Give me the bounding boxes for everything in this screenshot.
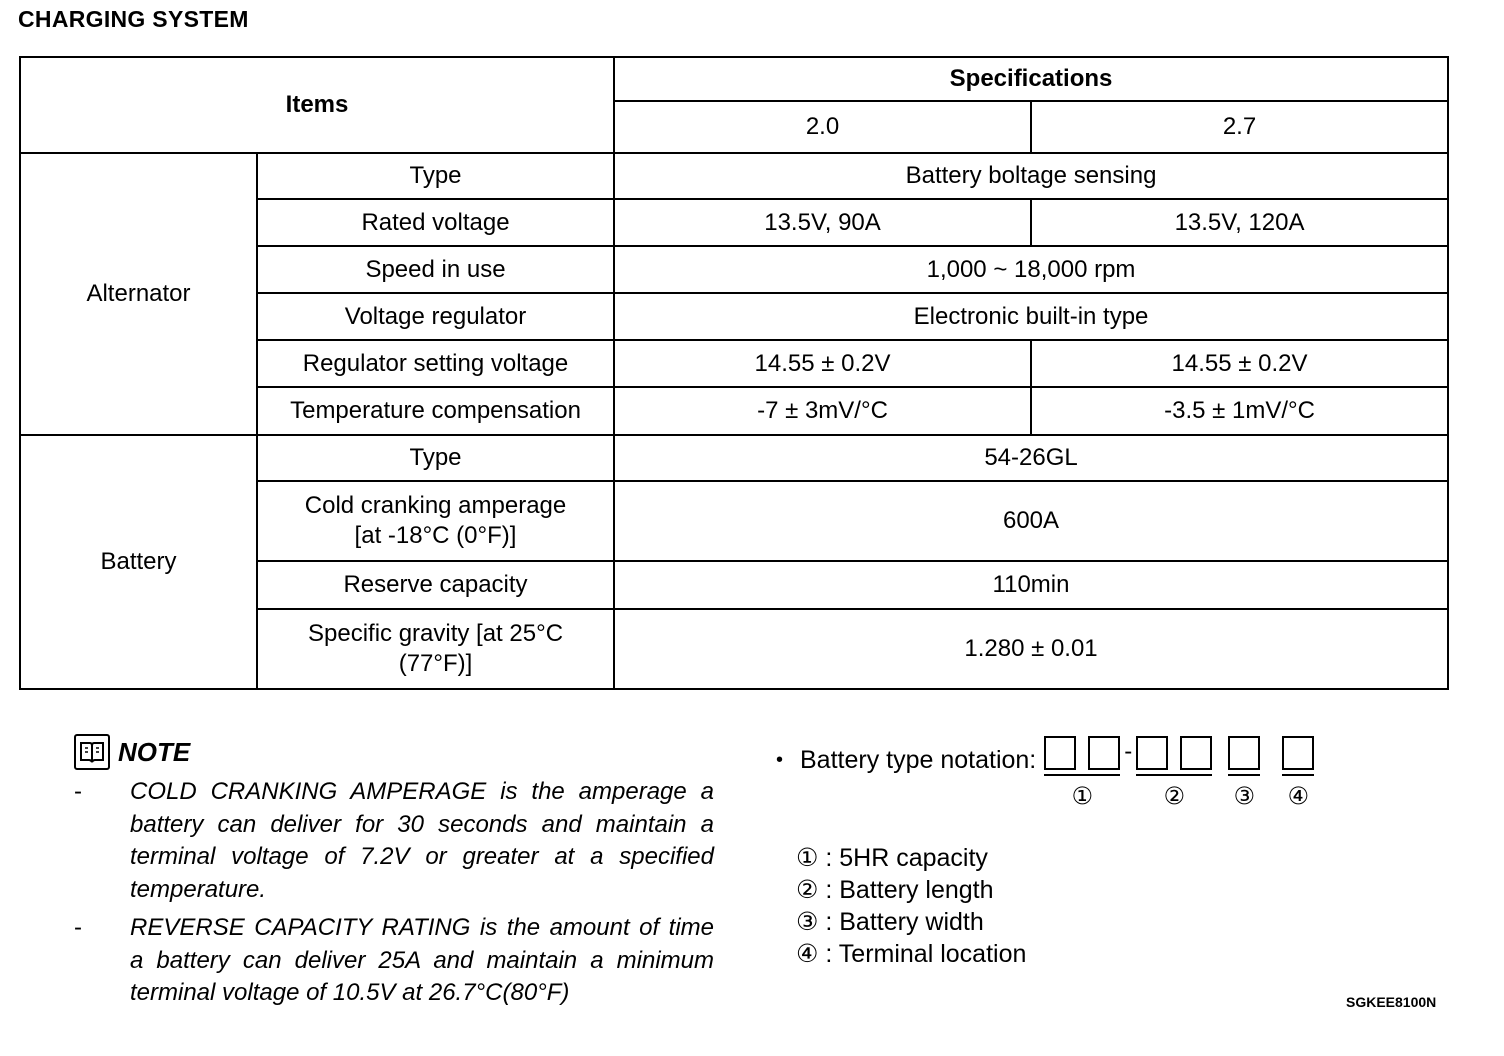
notation-box: [1228, 736, 1260, 770]
group-number: ③: [1233, 783, 1256, 810]
charging-system-table: [19, 56, 1449, 690]
alt-speed-value: 1,000 ~ 18,000 rpm: [614, 246, 1448, 293]
notation-box: [1044, 736, 1076, 770]
bat-cca-item-line1: Cold cranking amperage: [304, 492, 567, 519]
specifications-header: Specifications: [614, 57, 1448, 101]
alt-temp-comp-2-0: -7 ± 3mV/°C: [614, 387, 1031, 435]
group-underline: [1282, 774, 1314, 776]
bat-type-item: Type: [257, 435, 614, 481]
notation-legend: [796, 842, 1026, 970]
book-icon: [74, 734, 110, 770]
note-item-reserve: [74, 912, 714, 1010]
col-header-2-0: 2.0: [614, 101, 1031, 153]
alt-setting-voltage-2-7: 14.55 ± 0.2V: [1031, 340, 1448, 387]
note-text: REVERSE CAPACITY RATING is the amount of time a battery can deliver 25A and maintain a minimum terminal voltage of 10.5V at 26.7°C(80°F): [130, 914, 714, 1006]
bat-cca-item: [257, 481, 614, 561]
note-section: [74, 734, 714, 1010]
alternator-label: Alternator: [20, 153, 257, 435]
note-title: NOTE: [118, 736, 191, 767]
notation-box: [1088, 736, 1120, 770]
notation-label: Battery type notation:: [800, 746, 1037, 774]
notation-group-4: [1282, 734, 1314, 811]
notation-box: [1180, 736, 1212, 770]
group-underline: [1228, 774, 1260, 776]
battery-label: Battery: [20, 435, 257, 689]
notation-bullet: •: [776, 749, 784, 771]
notation-group-1: [1044, 734, 1120, 811]
col-header-2-7: 2.7: [1031, 101, 1448, 153]
note-header: [74, 734, 714, 770]
notation-box: [1282, 736, 1314, 770]
bat-reserve-value: 110min: [614, 561, 1448, 609]
items-header: Items: [20, 57, 614, 153]
bat-gravity-item: [257, 609, 614, 689]
alt-setting-voltage-item: Regulator setting voltage: [257, 340, 614, 387]
group-number: ②: [1163, 783, 1186, 810]
group-number: ④: [1287, 783, 1310, 810]
bat-type-value: 54-26GL: [614, 435, 1448, 481]
alt-rated-voltage-2-0: 13.5V, 90A: [614, 199, 1031, 246]
alt-temp-comp-item: Temperature compensation: [257, 387, 614, 435]
bat-gravity-value: 1.280 ± 0.01: [614, 609, 1448, 689]
notation-group-3: [1228, 734, 1260, 811]
alt-setting-voltage-2-0: 14.55 ± 0.2V: [614, 340, 1031, 387]
bat-cca-item-line2: [at -18°C (0°F)]: [354, 522, 517, 549]
legend-item: ④ : Terminal location: [796, 940, 1027, 968]
notation-separator: -: [1124, 738, 1133, 765]
alt-type-item: Type: [257, 153, 614, 199]
bat-gravity-item-line2: (77°F)]: [398, 650, 473, 677]
group-number: ①: [1071, 783, 1094, 810]
group-underline: [1044, 774, 1120, 776]
bat-cca-value: 600A: [614, 481, 1448, 561]
alt-temp-comp-2-7: -3.5 ± 1mV/°C: [1031, 387, 1448, 435]
alt-rated-voltage-2-7: 13.5V, 120A: [1031, 199, 1448, 246]
alt-regulator-value: Electronic built-in type: [614, 293, 1448, 340]
notation-line: [776, 734, 1416, 811]
legend-item: ① : 5HR capacity: [796, 844, 988, 872]
notation-box: [1136, 736, 1168, 770]
alt-speed-item: Speed in use: [257, 246, 614, 293]
bat-gravity-item-line1: Specific gravity [at 25°C: [307, 620, 564, 647]
battery-notation: [776, 734, 1416, 811]
alt-rated-voltage-item: Rated voltage: [257, 199, 614, 246]
figure-code: SGKEE8100N: [1346, 994, 1437, 1010]
bat-reserve-item: Reserve capacity: [257, 561, 614, 609]
group-underline: [1136, 774, 1212, 776]
notation-group-2: [1136, 734, 1212, 811]
note-bullet: -: [74, 914, 82, 941]
alt-type-value: Battery boltage sensing: [614, 153, 1448, 199]
note-item-cca: [74, 776, 714, 906]
page-title: CHARGING SYSTEM: [18, 6, 249, 32]
alt-regulator-item: Voltage regulator: [257, 293, 614, 340]
legend-item: ③ : Battery width: [796, 908, 984, 936]
note-bullet: -: [74, 778, 82, 805]
legend-item: ② : Battery length: [796, 876, 994, 904]
note-text: COLD CRANKING AMPERAGE is the amperage a battery can deliver for 30 seconds and maintain a terminal voltage of 7.2V or greater at a specified temperature.: [130, 778, 714, 903]
